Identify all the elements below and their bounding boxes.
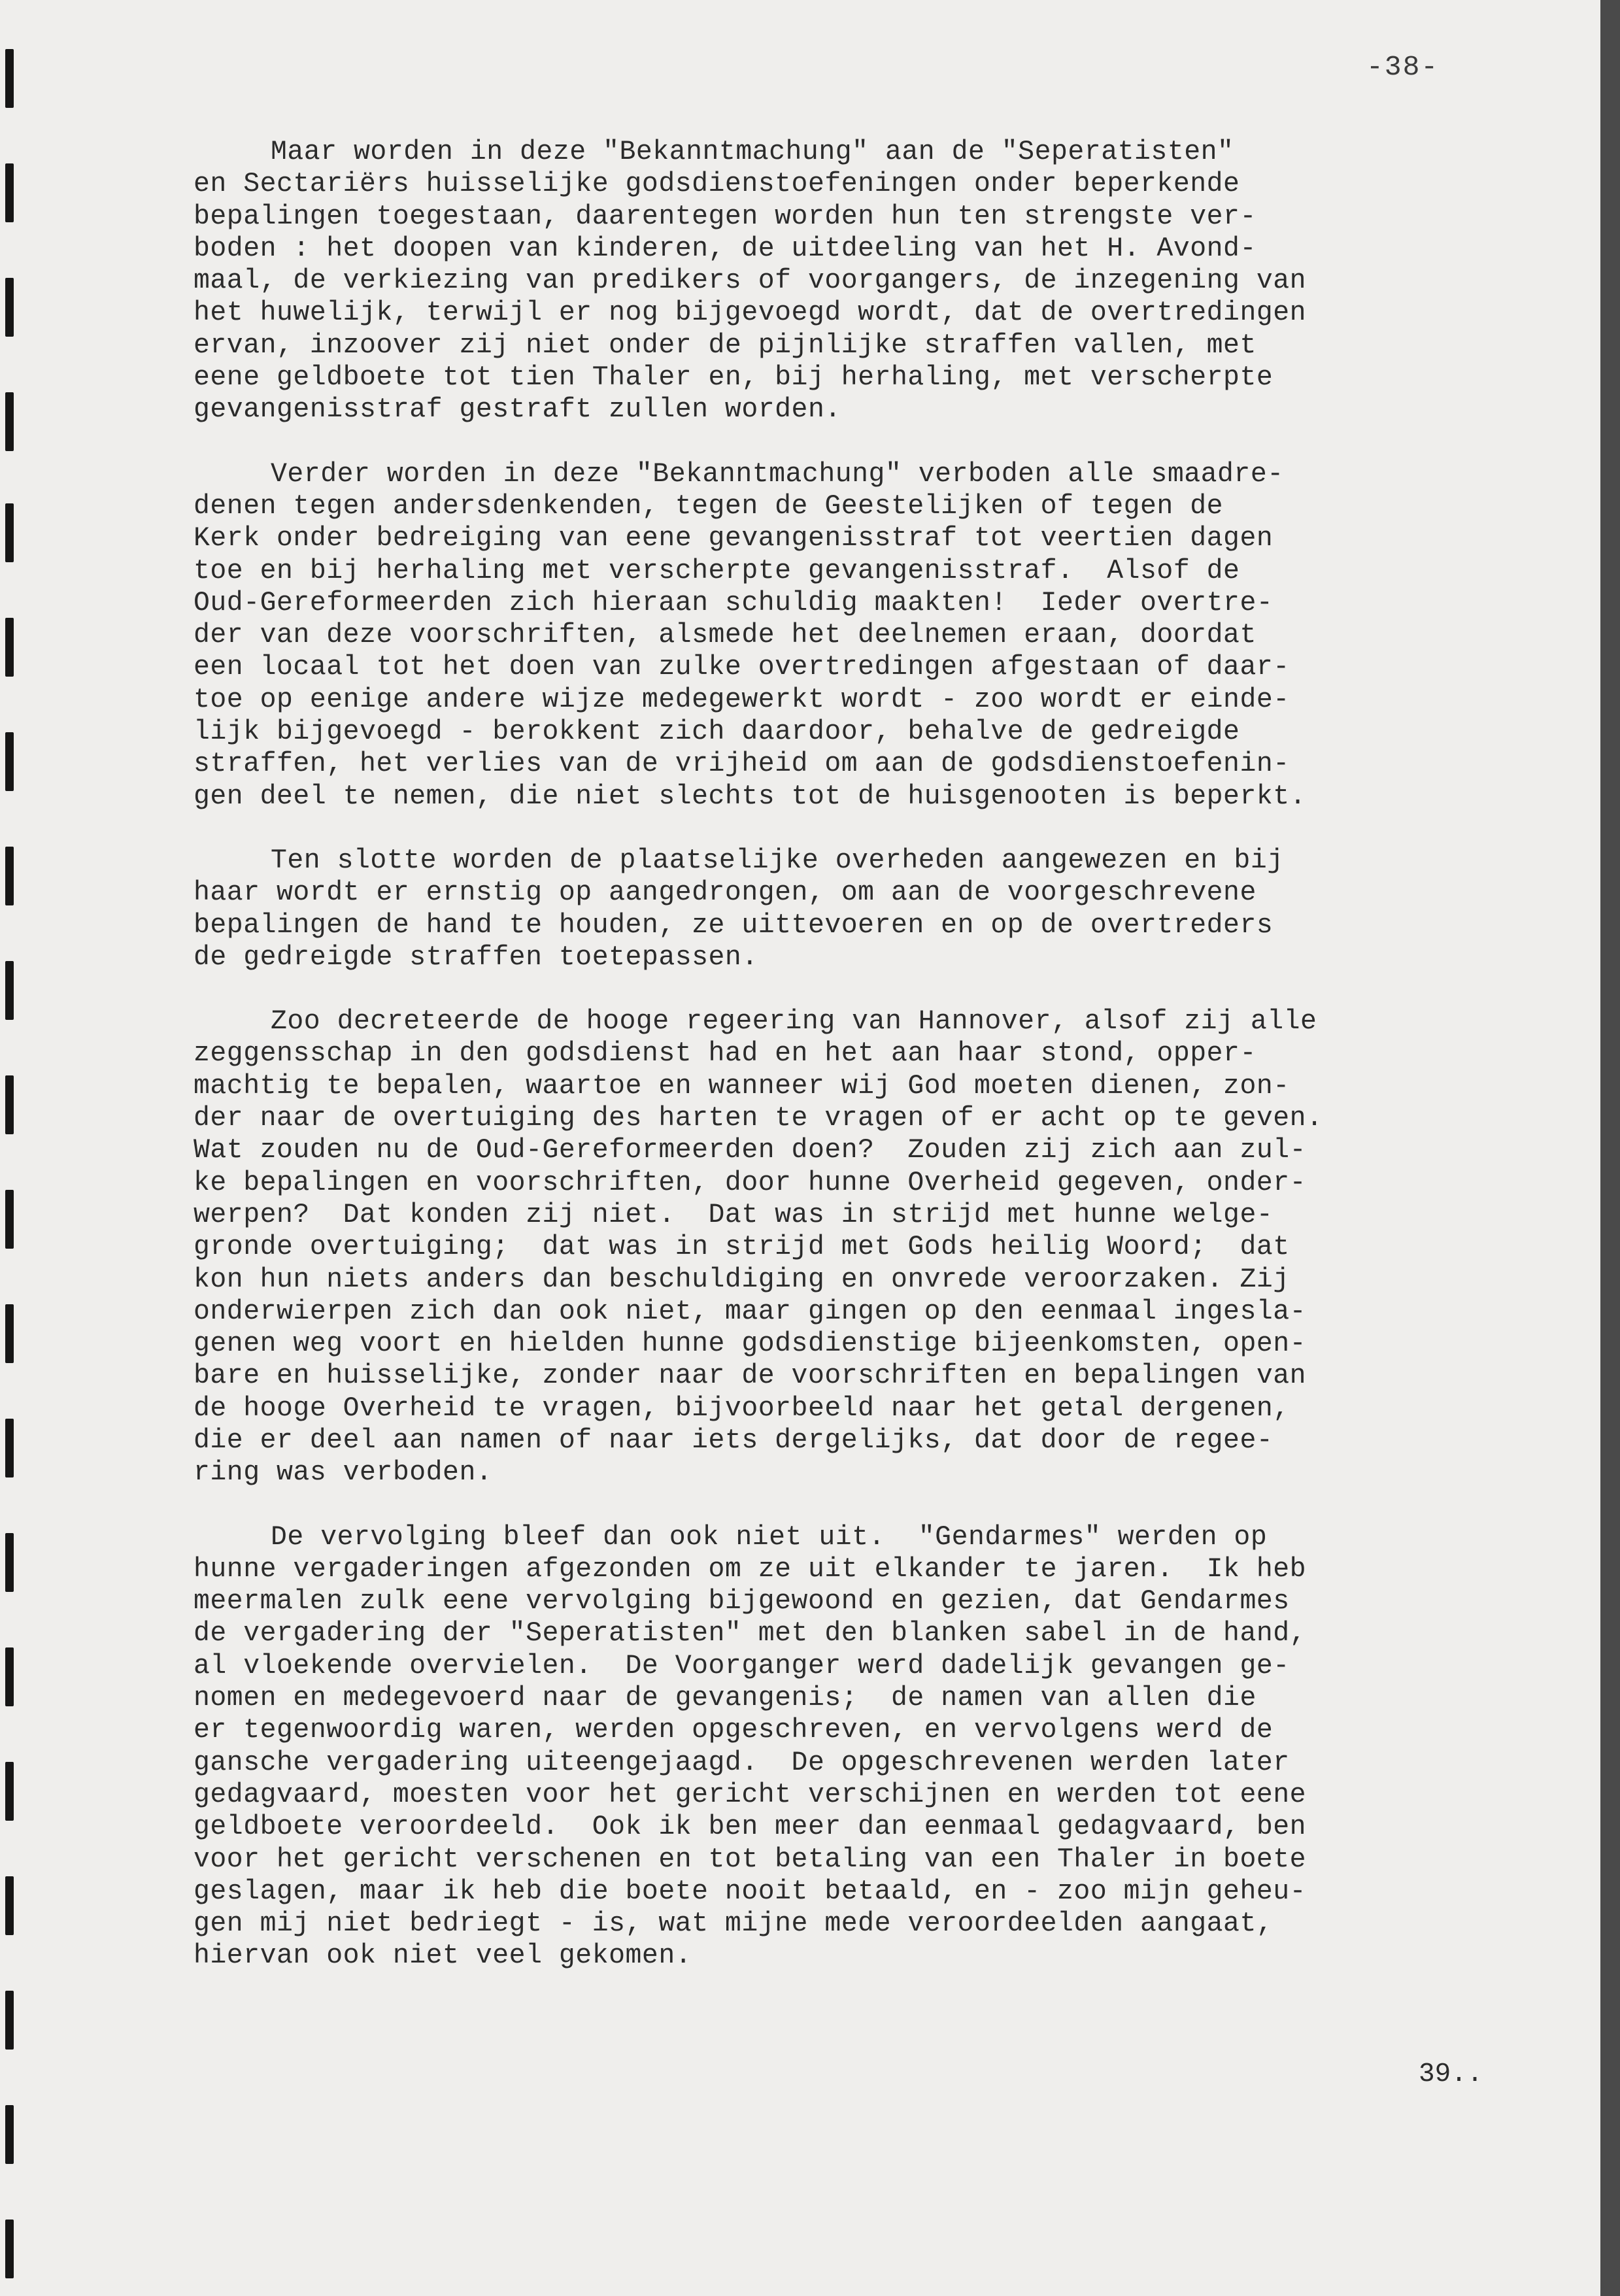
catchword-next-page: 39.. (1419, 2059, 1483, 2089)
text-line: straffen, het verlies van de vrijheid om aan de godsdienstoefenin- (194, 749, 1290, 780)
text-line: gevangenisstraf gestraft zullen worden. (194, 394, 841, 426)
text-line: Zoo decreteerde de hooge regeering van Hannover, alsof zij alle (271, 1006, 1317, 1038)
text-line: gen mij niet bedriegt - is, wat mijne mede veroordeelden aangaat, (194, 1908, 1274, 1940)
text-line: al vloekende overvielen. De Voorganger werd dadelijk gevangen ge- (194, 1650, 1290, 1681)
text-line: gen deel te nemen, die niet slechts tot de huisgenooten is beperkt. (194, 781, 1307, 812)
text-line: De vervolging bleef dan ook niet uit. "Gendarmes" werden op (271, 1521, 1268, 1553)
punch-hole (5, 618, 14, 677)
text-line: hunne vergaderingen afgezonden om ze uit elkander te jaren. Ik heb (194, 1553, 1307, 1585)
text-line: meermalen zulk eene vervolging bijgewoond en gezien, dat Gendarmes (194, 1586, 1290, 1617)
punch-hole (5, 1419, 14, 1477)
punch-hole (5, 278, 14, 337)
text-line: gedagvaard, moesten voor het gericht verschijnen en werden tot eene (194, 1779, 1307, 1810)
text-line: werpen? Dat konden zij niet. Dat was in strijd met hunne welge- (194, 1199, 1274, 1230)
punch-hole (5, 1991, 14, 2050)
text-line: boden : het doopen van kinderen, de uitdeeling van het H. Avond- (194, 233, 1257, 264)
text-line: zeggensschap in den godsdienst had en het aan haar stond, opper- (194, 1038, 1257, 1070)
punch-hole (5, 961, 14, 1020)
page-number-top: -38- (1366, 51, 1440, 83)
punch-hole (5, 1762, 14, 1821)
text-line: onderwierpen zich dan ook niet, maar gingen op den eenmaal ingesla- (194, 1296, 1307, 1327)
text-line: Maar worden in deze "Bekanntmachung" aan de "Seperatisten" (271, 137, 1234, 167)
text-line: de gedreigde straffen toetepassen. (194, 941, 758, 973)
text-line: nomen en medegevoerd naar de gevangenis; de namen van allen die (194, 1683, 1257, 1714)
text-line: eene geldboete tot tien Thaler en, bij herhaling, met verscherpte (194, 362, 1274, 394)
punch-hole (5, 1876, 14, 1935)
text-line: en Sectariërs huisselijke godsdienstoefeningen onder beperkende (194, 169, 1240, 200)
punch-hole (5, 1075, 14, 1134)
text-line: ke bepalingen en voorschriften, door hunne Overheid gegeven, onder- (194, 1167, 1307, 1198)
punch-hole (5, 732, 14, 791)
text-line: Kerk onder bedreiging van eene gevangenisstraf tot veertien dagen (194, 523, 1274, 554)
punch-hole (5, 392, 14, 451)
punch-hole (5, 1647, 14, 1706)
punch-hole (5, 1304, 14, 1363)
binding-holes (0, 0, 26, 2296)
text-line: ring was verboden. (194, 1457, 493, 1489)
text-line: toe op eenige andere wijze medegewerkt wordt - zoo wordt er einde- (194, 684, 1290, 715)
text-line: haar wordt er ernstig op aangedrongen, om aan de voorgeschrevene (194, 877, 1257, 909)
punch-hole (5, 1190, 14, 1249)
text-line: der van deze voorschriften, alsmede het deelnemen eraan, doordat (194, 620, 1257, 651)
scan-edge (1600, 0, 1620, 2296)
paragraph (194, 1521, 1560, 1972)
text-line: toe en bij herhaling met verscherpte gevangenisstraf. Alsof de (194, 555, 1240, 586)
typed-body-text (194, 136, 1560, 2004)
punch-hole (5, 2220, 14, 2278)
text-line: hiervan ook niet veel gekomen. (194, 1940, 692, 1972)
text-line: bare en huisselijke, zonder naar de voorschriften en bepalingen van (194, 1360, 1307, 1392)
text-line: het huwelijk, terwijl er nog bijgevoegd wordt, dat de overtredingen (194, 297, 1307, 329)
text-line: gronde overtuiging; dat was in strijd met Gods heilig Woord; dat (194, 1232, 1290, 1263)
text-line: de vergadering der "Seperatisten" met den blanken sabel in de hand, (194, 1618, 1307, 1649)
punch-hole (5, 49, 14, 108)
text-line: geldboete veroordeeld. Ook ik ben meer dan eenmaal gedagvaard, ben (194, 1812, 1307, 1843)
text-line: Oud-Gereformeerden zich hieraan schuldig maakten! Ieder overtre- (194, 587, 1274, 618)
text-line: bepalingen de hand te houden, ze uittevoeren en op de overtreders (194, 909, 1274, 941)
punch-hole (5, 1533, 14, 1592)
punch-hole (5, 163, 14, 222)
text-line: kon hun niets anders dan beschuldiging en onvrede veroorzaken. Zij (194, 1264, 1290, 1295)
text-line: Verder worden in deze "Bekanntmachung" verboden alle smaadre- (271, 458, 1284, 490)
text-line: Wat zouden nu de Oud-Gereformeerden doen? Zouden zij zich aan zul- (194, 1135, 1307, 1166)
text-line: die er deel aan namen of naar iets dergelijks, dat door de regee- (194, 1425, 1274, 1456)
text-line: een locaal tot het doen van zulke overtredingen afgestaan of daar- (194, 652, 1290, 683)
punch-hole (5, 2105, 14, 2164)
text-line: der naar de overtuiging des harten te vragen of er acht op te geven. (194, 1103, 1323, 1134)
text-line: geslagen, maar ik heb die boete nooit betaald, en - zoo mijn geheu- (194, 1876, 1307, 1907)
text-line: lijk bijgevoegd - berokkent zich daardoor, behalve de gedreigde (194, 717, 1240, 748)
punch-hole (5, 503, 14, 562)
text-line: de hooge Overheid te vragen, bijvoorbeeld naar het getal dergenen, (194, 1393, 1290, 1424)
text-line: er tegenwoordig waren, werden opgeschreven, en vervolgens werd de (194, 1715, 1274, 1746)
paragraph (194, 458, 1560, 813)
text-line: voor het gericht verschenen en tot betaling van een Thaler in boete (194, 1844, 1307, 1875)
text-line: maal, de verkiezing van predikers of voorgangers, de inzegening van (194, 265, 1307, 297)
punch-hole (5, 847, 14, 905)
text-line: bepalingen toegestaan, daarentegen worden hun ten strengste ver- (194, 201, 1257, 232)
text-line: machtig te bepalen, waartoe en wanneer wij God moeten dienen, zon- (194, 1070, 1290, 1102)
paragraph (194, 136, 1560, 426)
text-line: ervan, inzoover zij niet onder de pijnlijke straffen vallen, met (194, 329, 1257, 361)
paragraph (194, 1005, 1560, 1489)
text-line: genen weg voort en hielden hunne godsdienstige bijeenkomsten, open- (194, 1328, 1307, 1360)
text-line: Ten slotte worden de plaatselijke overheden aangewezen en bij (271, 845, 1284, 876)
text-line: denen tegen andersdenkenden, tegen de Geestelijken of tegen de (194, 490, 1224, 522)
paragraph (194, 845, 1560, 973)
text-line: gansche vergadering uiteengejaagd. De opgeschrevenen werden later (194, 1747, 1290, 1778)
